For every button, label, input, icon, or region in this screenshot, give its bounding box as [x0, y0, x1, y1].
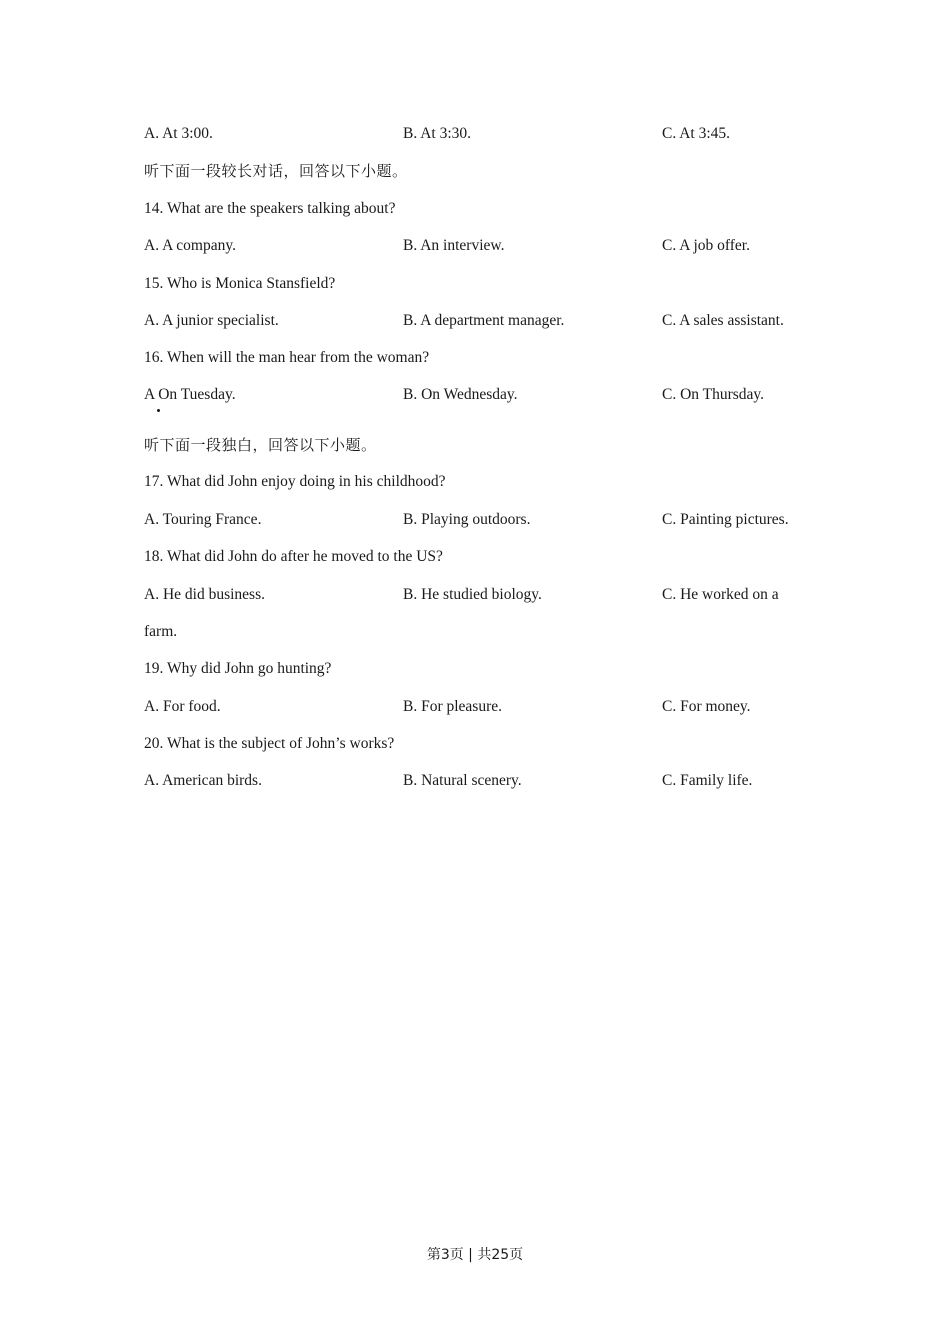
q16-option-a: A On Tuesday.: [144, 386, 236, 403]
section-heading-dialogue: 听下面一段较长对话，回答以下小题。: [144, 162, 408, 180]
q18-option-c: C. He worked on a: [662, 586, 779, 603]
q13-option-b: B. At 3:30.: [403, 125, 472, 142]
q18-question: 18. What did John do after he moved to the US?: [144, 548, 443, 565]
q13-option-c: C. At 3:45.: [662, 125, 731, 142]
q15-option-c: C. A sales assistant.: [662, 312, 784, 329]
q14-option-b: B. An interview.: [403, 237, 505, 254]
q16-option-c: C. On Thursday.: [662, 386, 765, 403]
q15-question: 15. Who is Monica Stansfield?: [144, 275, 336, 292]
stray-dot-mark: [157, 409, 160, 412]
q17-option-c: C. Painting pictures.: [662, 511, 789, 528]
q14-option-c: C. A job offer.: [662, 237, 750, 254]
q20-question: 20. What is the subject of John’s works?: [144, 735, 395, 752]
q18-option-b: B. He studied biology.: [403, 586, 542, 603]
q19-option-a: A. For food.: [144, 698, 221, 715]
q20-option-b: B. Natural scenery.: [403, 772, 522, 789]
q17-option-a: A. Touring France.: [144, 511, 262, 528]
q19-question: 19. Why did John go hunting?: [144, 660, 332, 677]
q13-option-a: A. At 3:00.: [144, 125, 213, 142]
q20-option-c: C. Family life.: [662, 772, 753, 789]
q15-option-a: A. A junior specialist.: [144, 312, 279, 329]
q16-question: 16. When will the man hear from the woman?: [144, 349, 430, 366]
q19-option-b: B. For pleasure.: [403, 698, 503, 715]
section-heading-monologue: 听下面一段独白，回答以下小题。: [144, 436, 377, 454]
q19-option-c: C. For money.: [662, 698, 751, 715]
q17-question: 17. What did John enjoy doing in his childhood?: [144, 473, 446, 490]
q14-question: 14. What are the speakers talking about?: [144, 200, 396, 217]
q17-option-b: B. Playing outdoors.: [403, 511, 531, 528]
q16-option-b: B. On Wednesday.: [403, 386, 518, 403]
q18-option-c-continued: farm.: [144, 623, 178, 640]
page-footer: 第3页 | 共25页: [426, 1247, 524, 1263]
q15-option-b: B. A department manager.: [403, 312, 565, 329]
q18-option-a: A. He did business.: [144, 586, 265, 603]
q14-option-a: A. A company.: [144, 237, 236, 254]
q20-option-a: A. American birds.: [144, 772, 262, 789]
